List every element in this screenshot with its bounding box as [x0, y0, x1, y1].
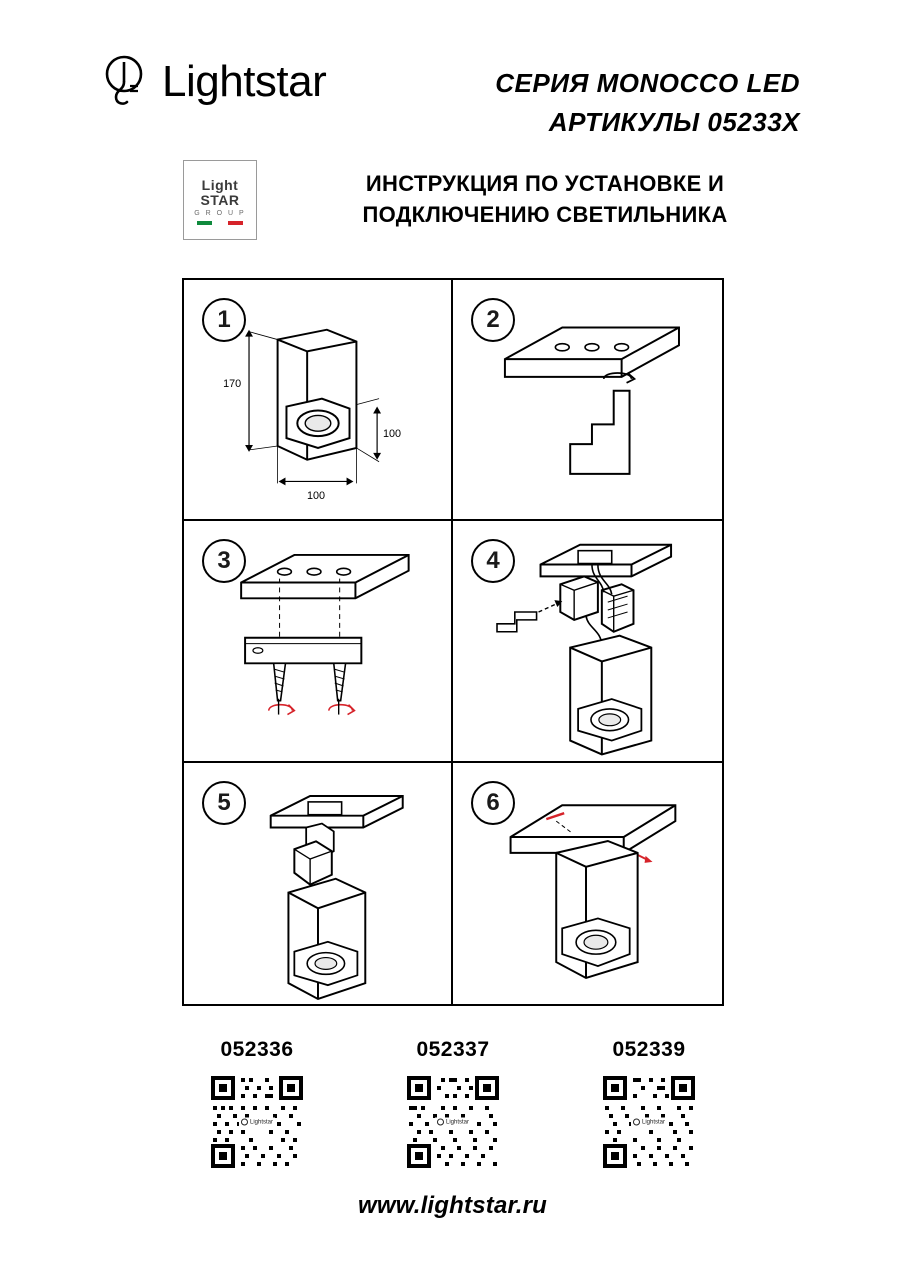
qr-brand-dot-icon: [633, 1119, 640, 1126]
qr-center-brand: [631, 1118, 667, 1127]
subtitle-line-2: ПОДКЛЮЧЕНИЮ СВЕТИЛЬНИКА: [362, 202, 728, 227]
svg-text:170: 170: [223, 377, 242, 390]
lightstar-bulb-logo-icon: [100, 52, 152, 112]
qr-code-image[interactable]: [599, 1072, 699, 1172]
step-cell-3: [184, 521, 453, 762]
step-badge-5: 5: [202, 781, 246, 825]
brand-wordmark: Lightstar: [162, 57, 327, 106]
qr-brand-dot-icon: [437, 1119, 444, 1126]
document-subtitle: [280, 168, 810, 230]
lightstar-group-logo: [183, 160, 257, 240]
step-cell-4: [453, 521, 722, 762]
step-badge-4: 4: [471, 539, 515, 583]
qr-brand-text: Lightstar: [641, 1119, 666, 1125]
website-url[interactable]: www.lightstar.ru: [357, 1192, 547, 1219]
logo-box-line2: STAR: [200, 191, 240, 208]
qr-code-label: 052339: [612, 1038, 686, 1061]
installation-steps-grid: [182, 278, 724, 1006]
step-badge-6: 6: [471, 781, 515, 825]
logo-box-group: G R O U P: [194, 209, 246, 217]
qr-item-2: [574, 1038, 724, 1172]
logo-box-line1: Light: [201, 176, 239, 193]
qr-brand-text: Lightstar: [249, 1119, 274, 1125]
article-title: АРТИКУЛЫ 05233X: [548, 107, 800, 137]
qr-brand-text: Lightstar: [445, 1119, 470, 1125]
qr-brand-dot-icon: [241, 1119, 248, 1126]
qr-center-brand: [435, 1118, 471, 1127]
qr-codes-row: [182, 1038, 724, 1172]
qr-item-1: [378, 1038, 528, 1172]
subtitle-line-1: ИНСТРУКЦИЯ ПО УСТАНОВКЕ И: [365, 171, 725, 196]
series-title: СЕРИЯ MONOCCO LED: [495, 68, 800, 98]
step-cell-6: [453, 763, 722, 1004]
italy-flag-icon: [197, 221, 243, 225]
header-titles: [495, 68, 800, 138]
qr-code-image[interactable]: [403, 1072, 503, 1172]
qr-code-image[interactable]: [207, 1072, 307, 1172]
step-cell-2: [453, 280, 722, 521]
qr-item-0: [182, 1038, 332, 1172]
svg-text:100: 100: [383, 428, 402, 441]
qr-code-label: 052337: [416, 1038, 490, 1061]
step-badge-2: 2: [471, 298, 515, 342]
footer: [0, 1192, 905, 1220]
step-badge-3: 3: [202, 539, 246, 583]
step-cell-5: [184, 763, 453, 1004]
brand-logo: [100, 52, 326, 112]
step-badge-1: 1: [202, 298, 246, 342]
qr-code-label: 052336: [220, 1038, 294, 1061]
svg-text:100: 100: [306, 490, 326, 503]
step-cell-1: [184, 280, 453, 521]
qr-center-brand: [239, 1118, 275, 1127]
